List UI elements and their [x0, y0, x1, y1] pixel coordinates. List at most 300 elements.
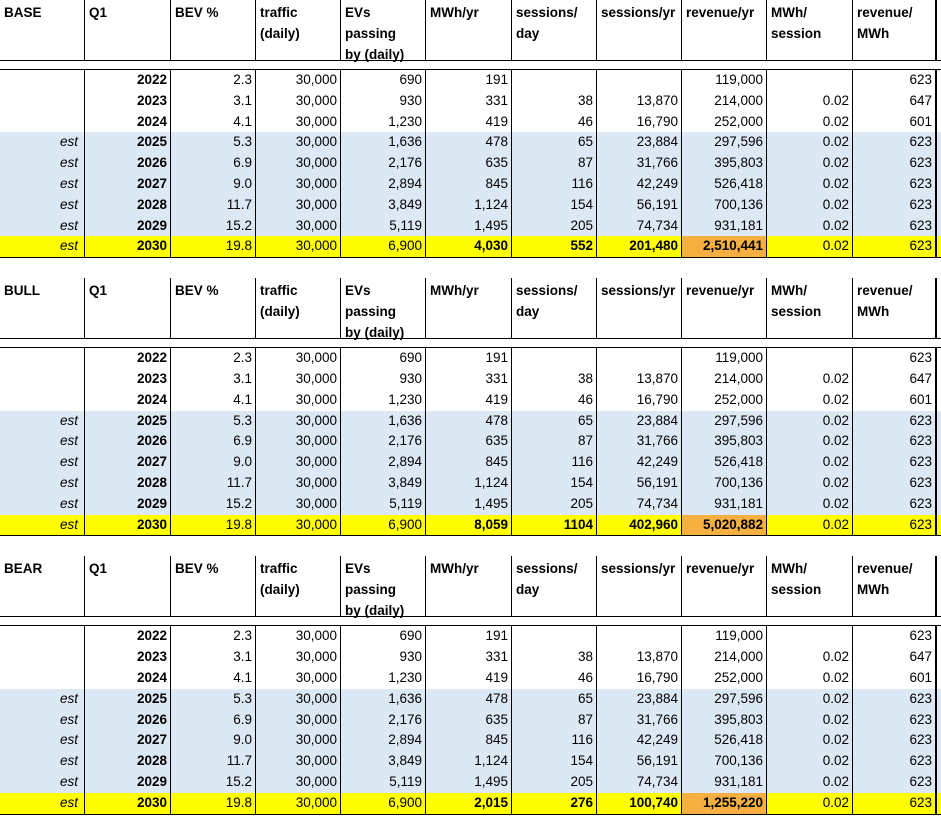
column-header[interactable]: EVs passing by (daily)	[340, 0, 425, 60]
est-label[interactable]: est	[59, 474, 78, 490]
table-cell[interactable]: 1,636	[340, 411, 425, 432]
column-header[interactable]: MWh/ session	[766, 0, 852, 60]
table-cell[interactable]: 16,790	[596, 668, 681, 689]
table-cell[interactable]: 13,870	[596, 91, 681, 112]
table-cell[interactable]: 623	[852, 431, 937, 452]
column-header[interactable]: BEV %	[170, 278, 255, 338]
table-cell[interactable]: 30,000	[255, 153, 340, 174]
table-cell[interactable]: 0.02	[766, 411, 852, 432]
table-cell[interactable]: 0.02	[766, 473, 852, 494]
table-cell[interactable]: 56,191	[596, 751, 681, 772]
table-cell[interactable]: 0.02	[766, 431, 852, 452]
column-header[interactable]: sessions/ day	[511, 278, 596, 338]
table-cell[interactable]: 2022	[84, 70, 170, 91]
table-cell[interactable]: 2,176	[340, 431, 425, 452]
table-cell[interactable]: 700,136	[681, 751, 766, 772]
column-header[interactable]: MWh/ session	[766, 278, 852, 338]
table-cell[interactable]: 252,000	[681, 668, 766, 689]
table-cell[interactable]: 331	[425, 369, 511, 390]
table-cell[interactable]: 30,000	[255, 216, 340, 237]
table-cell[interactable]: 2029	[84, 772, 170, 793]
est-label[interactable]: est	[59, 238, 78, 254]
table-cell[interactable]: 5,119	[340, 772, 425, 793]
table-cell[interactable]: 15.2	[170, 772, 255, 793]
table-cell[interactable]: 9.0	[170, 452, 255, 473]
table-cell[interactable]: 1,636	[340, 689, 425, 710]
table-cell[interactable]: 623	[852, 452, 937, 473]
est-label[interactable]: est	[59, 217, 78, 233]
est-label[interactable]: est	[59, 753, 78, 769]
table-cell[interactable]: 116	[511, 452, 596, 473]
table-cell[interactable]: 601	[852, 112, 937, 133]
table-cell[interactable]: 42,249	[596, 174, 681, 195]
table-cell[interactable]: 13,870	[596, 369, 681, 390]
table-cell[interactable]: 2028	[84, 473, 170, 494]
table-cell[interactable]: 30,000	[255, 112, 340, 133]
table-cell[interactable]: 2.3	[170, 70, 255, 91]
table-cell[interactable]: 19.8	[170, 515, 255, 536]
table-cell[interactable]: 4.1	[170, 112, 255, 133]
table-cell[interactable]: 31,766	[596, 710, 681, 731]
table-cell[interactable]: 46	[511, 390, 596, 411]
table-cell[interactable]: 1,495	[425, 772, 511, 793]
table-cell[interactable]: 2.3	[170, 626, 255, 647]
table-cell[interactable]: 5.3	[170, 411, 255, 432]
table-cell[interactable]: 0.02	[766, 132, 852, 153]
table-cell[interactable]: 0.02	[766, 710, 852, 731]
table-cell[interactable]: 30,000	[255, 793, 340, 814]
table-cell[interactable]: 2029	[84, 216, 170, 237]
est-label[interactable]: est	[59, 773, 78, 789]
table-cell[interactable]: 30,000	[255, 710, 340, 731]
column-header[interactable]: EVs passing by (daily)	[340, 556, 425, 616]
table-cell[interactable]: 5.3	[170, 689, 255, 710]
table-cell[interactable]: 331	[425, 647, 511, 668]
column-header[interactable]: sessions/ day	[511, 556, 596, 616]
table-cell[interactable]: 15.2	[170, 216, 255, 237]
table-cell[interactable]: 3,849	[340, 751, 425, 772]
table-cell[interactable]: 2023	[84, 91, 170, 112]
table-cell[interactable]: 16,790	[596, 390, 681, 411]
est-label[interactable]: est	[59, 196, 78, 212]
table-cell[interactable]: 65	[511, 132, 596, 153]
table-cell[interactable]: 623	[852, 689, 937, 710]
table-cell[interactable]: 5,020,882	[681, 515, 766, 536]
table-cell[interactable]: 30,000	[255, 390, 340, 411]
table-cell[interactable]: 0.02	[766, 793, 852, 814]
table-cell[interactable]: 11.7	[170, 473, 255, 494]
table-cell[interactable]: 2026	[84, 153, 170, 174]
est-label[interactable]: est	[59, 495, 78, 511]
table-cell[interactable]: 11.7	[170, 751, 255, 772]
table-cell[interactable]: 0.02	[766, 236, 852, 257]
table-cell[interactable]: 0.02	[766, 369, 852, 390]
est-label[interactable]	[0, 647, 84, 668]
table-cell[interactable]: 30,000	[255, 647, 340, 668]
table-cell[interactable]: 30,000	[255, 689, 340, 710]
table-cell[interactable]: 623	[852, 216, 937, 237]
table-cell[interactable]: 635	[425, 710, 511, 731]
est-label[interactable]	[0, 348, 84, 369]
table-cell[interactable]: 2028	[84, 751, 170, 772]
table-cell[interactable]: 2026	[84, 431, 170, 452]
column-header[interactable]: BEV %	[170, 0, 255, 60]
column-header[interactable]: sessions/yr	[596, 556, 681, 616]
table-cell[interactable]: 38	[511, 91, 596, 112]
column-header[interactable]: MWh/yr	[425, 278, 511, 338]
table-cell[interactable]: 2,176	[340, 710, 425, 731]
table-cell[interactable]: 395,803	[681, 710, 766, 731]
table-cell[interactable]: 1,230	[340, 390, 425, 411]
table-cell[interactable]: 4,030	[425, 236, 511, 257]
table-cell[interactable]: 1,495	[425, 216, 511, 237]
table-cell[interactable]: 0.02	[766, 195, 852, 216]
table-cell[interactable]: 2,176	[340, 153, 425, 174]
table-cell[interactable]: 30,000	[255, 91, 340, 112]
table-cell[interactable]: 647	[852, 369, 937, 390]
est-label[interactable]: est	[59, 516, 78, 532]
table-cell[interactable]: 1,124	[425, 195, 511, 216]
table-cell[interactable]: 5.3	[170, 132, 255, 153]
table-cell[interactable]: 623	[852, 751, 937, 772]
table-cell[interactable]: 931,181	[681, 772, 766, 793]
table-cell[interactable]	[511, 626, 596, 647]
table-cell[interactable]: 16,790	[596, 112, 681, 133]
table-cell[interactable]: 623	[852, 153, 937, 174]
table-cell[interactable]: 0.02	[766, 112, 852, 133]
table-cell[interactable]: 0.02	[766, 452, 852, 473]
table-cell[interactable]: 65	[511, 689, 596, 710]
spacer-row[interactable]	[0, 258, 941, 278]
table-cell[interactable]: 116	[511, 730, 596, 751]
table-cell[interactable]: 23,884	[596, 689, 681, 710]
table-cell[interactable]: 119,000	[681, 626, 766, 647]
column-header[interactable]: traffic (daily)	[255, 556, 340, 616]
column-header[interactable]: revenue/yr	[681, 556, 766, 616]
table-cell[interactable]: 2022	[84, 348, 170, 369]
table-cell[interactable]: 252,000	[681, 390, 766, 411]
table-cell[interactable]: 23,884	[596, 411, 681, 432]
table-cell[interactable]: 647	[852, 91, 937, 112]
table-cell[interactable]: 601	[852, 668, 937, 689]
table-cell[interactable]: 214,000	[681, 647, 766, 668]
est-label[interactable]: est	[59, 134, 78, 150]
table-cell[interactable]: 15.2	[170, 494, 255, 515]
est-label[interactable]: est	[59, 412, 78, 428]
table-cell[interactable]: 930	[340, 91, 425, 112]
table-cell[interactable]: 13,870	[596, 647, 681, 668]
table-cell[interactable]: 1,495	[425, 494, 511, 515]
table-cell[interactable]: 635	[425, 153, 511, 174]
table-cell[interactable]: 3.1	[170, 647, 255, 668]
table-cell[interactable]: 0.02	[766, 515, 852, 536]
est-label[interactable]	[0, 91, 84, 112]
est-label[interactable]: est	[59, 794, 78, 810]
table-cell[interactable]: 526,418	[681, 174, 766, 195]
table-cell[interactable]: 74,734	[596, 772, 681, 793]
table-cell[interactable]: 623	[852, 174, 937, 195]
table-cell[interactable]: 526,418	[681, 730, 766, 751]
table-cell[interactable]: 31,766	[596, 431, 681, 452]
table-cell[interactable]: 191	[425, 626, 511, 647]
column-header[interactable]: sessions/ day	[511, 0, 596, 60]
column-header[interactable]: revenue/ MWh	[852, 0, 937, 60]
table-cell[interactable]: 0.02	[766, 91, 852, 112]
table-cell[interactable]: 2,015	[425, 793, 511, 814]
column-header[interactable]: sessions/yr	[596, 0, 681, 60]
table-cell[interactable]: 205	[511, 772, 596, 793]
table-cell[interactable]: 100,740	[596, 793, 681, 814]
table-cell[interactable]: 845	[425, 174, 511, 195]
table-cell[interactable]: 331	[425, 91, 511, 112]
table-cell[interactable]: 191	[425, 348, 511, 369]
table-cell[interactable]: 30,000	[255, 174, 340, 195]
table-cell[interactable]: 845	[425, 730, 511, 751]
table-cell[interactable]: 2025	[84, 132, 170, 153]
scenario-name[interactable]: BULL	[4, 283, 40, 299]
table-cell[interactable]: 0.02	[766, 689, 852, 710]
table-cell[interactable]: 2.3	[170, 348, 255, 369]
table-cell[interactable]: 31,766	[596, 153, 681, 174]
table-cell[interactable]: 478	[425, 689, 511, 710]
table-cell[interactable]: 74,734	[596, 216, 681, 237]
table-cell[interactable]: 395,803	[681, 153, 766, 174]
table-cell[interactable]: 65	[511, 411, 596, 432]
table-cell[interactable]: 119,000	[681, 70, 766, 91]
table-cell[interactable]: 2,894	[340, 174, 425, 195]
table-cell[interactable]: 6,900	[340, 515, 425, 536]
table-cell[interactable]: 0.02	[766, 730, 852, 751]
table-cell[interactable]: 205	[511, 494, 596, 515]
scenario-name[interactable]: BASE	[4, 5, 42, 20]
table-cell[interactable]: 154	[511, 751, 596, 772]
table-cell[interactable]: 2025	[84, 689, 170, 710]
table-cell[interactable]: 46	[511, 668, 596, 689]
est-label[interactable]: est	[59, 433, 78, 449]
column-header[interactable]: revenue/yr	[681, 278, 766, 338]
table-cell[interactable]: 2,510,441	[681, 236, 766, 257]
table-cell[interactable]: 552	[511, 236, 596, 257]
column-header[interactable]: Q1	[84, 278, 170, 338]
table-cell[interactable]: 38	[511, 369, 596, 390]
table-cell[interactable]: 252,000	[681, 112, 766, 133]
table-cell[interactable]: 1,230	[340, 112, 425, 133]
table-cell[interactable]: 2025	[84, 411, 170, 432]
table-cell[interactable]: 2030	[84, 515, 170, 536]
table-cell[interactable]: 30,000	[255, 494, 340, 515]
table-cell[interactable]: 30,000	[255, 195, 340, 216]
table-cell[interactable]: 2024	[84, 668, 170, 689]
table-cell[interactable]: 623	[852, 473, 937, 494]
table-cell[interactable]: 623	[852, 132, 937, 153]
table-cell[interactable]: 2024	[84, 112, 170, 133]
table-cell[interactable]: 402,960	[596, 515, 681, 536]
table-cell[interactable]: 87	[511, 153, 596, 174]
table-cell[interactable]: 30,000	[255, 730, 340, 751]
table-cell[interactable]: 30,000	[255, 70, 340, 91]
blank-row[interactable]	[0, 617, 941, 625]
table-cell[interactable]: 74,734	[596, 494, 681, 515]
table-cell[interactable]: 623	[852, 793, 937, 814]
table-cell[interactable]: 6,900	[340, 236, 425, 257]
table-cell[interactable]: 6.9	[170, 431, 255, 452]
table-cell[interactable]: 0.02	[766, 668, 852, 689]
table-cell[interactable]: 2027	[84, 730, 170, 751]
est-label[interactable]: est	[59, 690, 78, 706]
table-cell[interactable]: 30,000	[255, 236, 340, 257]
table-cell[interactable]: 11.7	[170, 195, 255, 216]
table-cell[interactable]: 9.0	[170, 174, 255, 195]
table-cell[interactable]: 3,849	[340, 473, 425, 494]
est-label[interactable]	[0, 369, 84, 390]
table-cell[interactable]: 19.8	[170, 236, 255, 257]
est-label[interactable]: est	[59, 732, 78, 748]
est-label[interactable]	[0, 390, 84, 411]
table-cell[interactable]: 1,124	[425, 751, 511, 772]
table-cell[interactable]: 42,249	[596, 730, 681, 751]
table-cell[interactable]: 0.02	[766, 216, 852, 237]
table-cell[interactable]: 2027	[84, 174, 170, 195]
table-cell[interactable]: 30,000	[255, 431, 340, 452]
table-cell[interactable]: 0.02	[766, 772, 852, 793]
table-cell[interactable]: 690	[340, 626, 425, 647]
table-cell[interactable]: 647	[852, 647, 937, 668]
table-cell[interactable]: 845	[425, 452, 511, 473]
table-cell[interactable]: 23,884	[596, 132, 681, 153]
table-cell[interactable]: 9.0	[170, 730, 255, 751]
table-cell[interactable]: 154	[511, 195, 596, 216]
column-header[interactable]: EVs passing by (daily)	[340, 278, 425, 338]
table-cell[interactable]: 2023	[84, 369, 170, 390]
table-cell[interactable]: 5,119	[340, 494, 425, 515]
table-cell[interactable]: 623	[852, 772, 937, 793]
table-cell[interactable]: 0.02	[766, 494, 852, 515]
column-header[interactable]: revenue/ MWh	[852, 556, 937, 616]
table-cell[interactable]	[511, 70, 596, 91]
table-cell[interactable]: 2,894	[340, 730, 425, 751]
table-cell[interactable]: 30,000	[255, 626, 340, 647]
table-cell[interactable]: 419	[425, 390, 511, 411]
table-cell[interactable]: 623	[852, 195, 937, 216]
table-cell[interactable]	[511, 348, 596, 369]
table-cell[interactable]: 601	[852, 390, 937, 411]
table-cell[interactable]: 191	[425, 70, 511, 91]
table-cell[interactable]: 478	[425, 132, 511, 153]
table-cell[interactable]: 623	[852, 411, 937, 432]
table-cell[interactable]: 931,181	[681, 216, 766, 237]
table-cell[interactable]: 214,000	[681, 369, 766, 390]
est-label[interactable]	[0, 70, 84, 91]
column-header[interactable]: MWh/yr	[425, 0, 511, 60]
table-cell[interactable]	[596, 626, 681, 647]
table-cell[interactable]: 623	[852, 710, 937, 731]
table-cell[interactable]: 623	[852, 70, 937, 91]
table-cell[interactable]: 30,000	[255, 348, 340, 369]
table-cell[interactable]: 2,894	[340, 452, 425, 473]
table-cell[interactable]: 297,596	[681, 689, 766, 710]
table-cell[interactable]: 0.02	[766, 390, 852, 411]
table-cell[interactable]: 154	[511, 473, 596, 494]
table-cell[interactable]: 395,803	[681, 431, 766, 452]
table-cell[interactable]: 419	[425, 112, 511, 133]
table-cell[interactable]: 2029	[84, 494, 170, 515]
table-cell[interactable]	[766, 70, 852, 91]
est-label[interactable]: est	[59, 175, 78, 191]
blank-row[interactable]	[0, 61, 941, 69]
table-cell[interactable]: 419	[425, 668, 511, 689]
table-cell[interactable]: 201,480	[596, 236, 681, 257]
table-cell[interactable]: 2028	[84, 195, 170, 216]
table-cell[interactable]: 623	[852, 730, 937, 751]
table-cell[interactable]: 3.1	[170, 91, 255, 112]
table-cell[interactable]: 700,136	[681, 195, 766, 216]
column-header[interactable]: BEV %	[170, 556, 255, 616]
table-cell[interactable]: 623	[852, 494, 937, 515]
table-cell[interactable]	[766, 348, 852, 369]
est-label[interactable]: est	[59, 454, 78, 470]
table-cell[interactable]: 3.1	[170, 369, 255, 390]
table-cell[interactable]: 0.02	[766, 174, 852, 195]
table-cell[interactable]: 87	[511, 431, 596, 452]
table-cell[interactable]: 1,124	[425, 473, 511, 494]
table-cell[interactable]: 30,000	[255, 668, 340, 689]
table-cell[interactable]: 8,059	[425, 515, 511, 536]
table-cell[interactable]: 2023	[84, 647, 170, 668]
table-cell[interactable]: 42,249	[596, 452, 681, 473]
table-cell[interactable]: 30,000	[255, 369, 340, 390]
table-cell[interactable]: 205	[511, 216, 596, 237]
scenario-name[interactable]: BEAR	[4, 561, 43, 577]
table-cell[interactable]: 2027	[84, 452, 170, 473]
spacer-row[interactable]	[0, 536, 941, 556]
table-cell[interactable]: 119,000	[681, 348, 766, 369]
table-cell[interactable]: 56,191	[596, 195, 681, 216]
table-cell[interactable]: 931,181	[681, 494, 766, 515]
table-cell[interactable]: 30,000	[255, 473, 340, 494]
table-cell[interactable]: 1,230	[340, 668, 425, 689]
est-label[interactable]: est	[59, 155, 78, 171]
table-cell[interactable]: 2024	[84, 390, 170, 411]
table-cell[interactable]: 0.02	[766, 751, 852, 772]
table-cell[interactable]: 116	[511, 174, 596, 195]
est-label[interactable]	[0, 626, 84, 647]
table-cell[interactable]: 1,636	[340, 132, 425, 153]
table-cell[interactable]: 623	[852, 626, 937, 647]
table-cell[interactable]: 6.9	[170, 710, 255, 731]
table-cell[interactable]: 30,000	[255, 751, 340, 772]
column-header[interactable]: revenue/ MWh	[852, 278, 937, 338]
table-cell[interactable]: 6.9	[170, 153, 255, 174]
table-cell[interactable]: 87	[511, 710, 596, 731]
table-cell[interactable]: 214,000	[681, 91, 766, 112]
table-cell[interactable]: 56,191	[596, 473, 681, 494]
est-label[interactable]: est	[59, 711, 78, 727]
column-header[interactable]: Q1	[84, 556, 170, 616]
table-cell[interactable]: 478	[425, 411, 511, 432]
est-label[interactable]	[0, 668, 84, 689]
table-cell[interactable]: 930	[340, 369, 425, 390]
table-cell[interactable]: 2030	[84, 793, 170, 814]
table-cell[interactable]: 0.02	[766, 153, 852, 174]
column-header[interactable]: revenue/yr	[681, 0, 766, 60]
table-cell[interactable]: 30,000	[255, 772, 340, 793]
table-cell[interactable]: 1104	[511, 515, 596, 536]
table-cell[interactable]: 700,136	[681, 473, 766, 494]
column-header[interactable]: MWh/yr	[425, 556, 511, 616]
table-cell[interactable]: 30,000	[255, 132, 340, 153]
table-cell[interactable]: 3,849	[340, 195, 425, 216]
table-cell[interactable]: 38	[511, 647, 596, 668]
